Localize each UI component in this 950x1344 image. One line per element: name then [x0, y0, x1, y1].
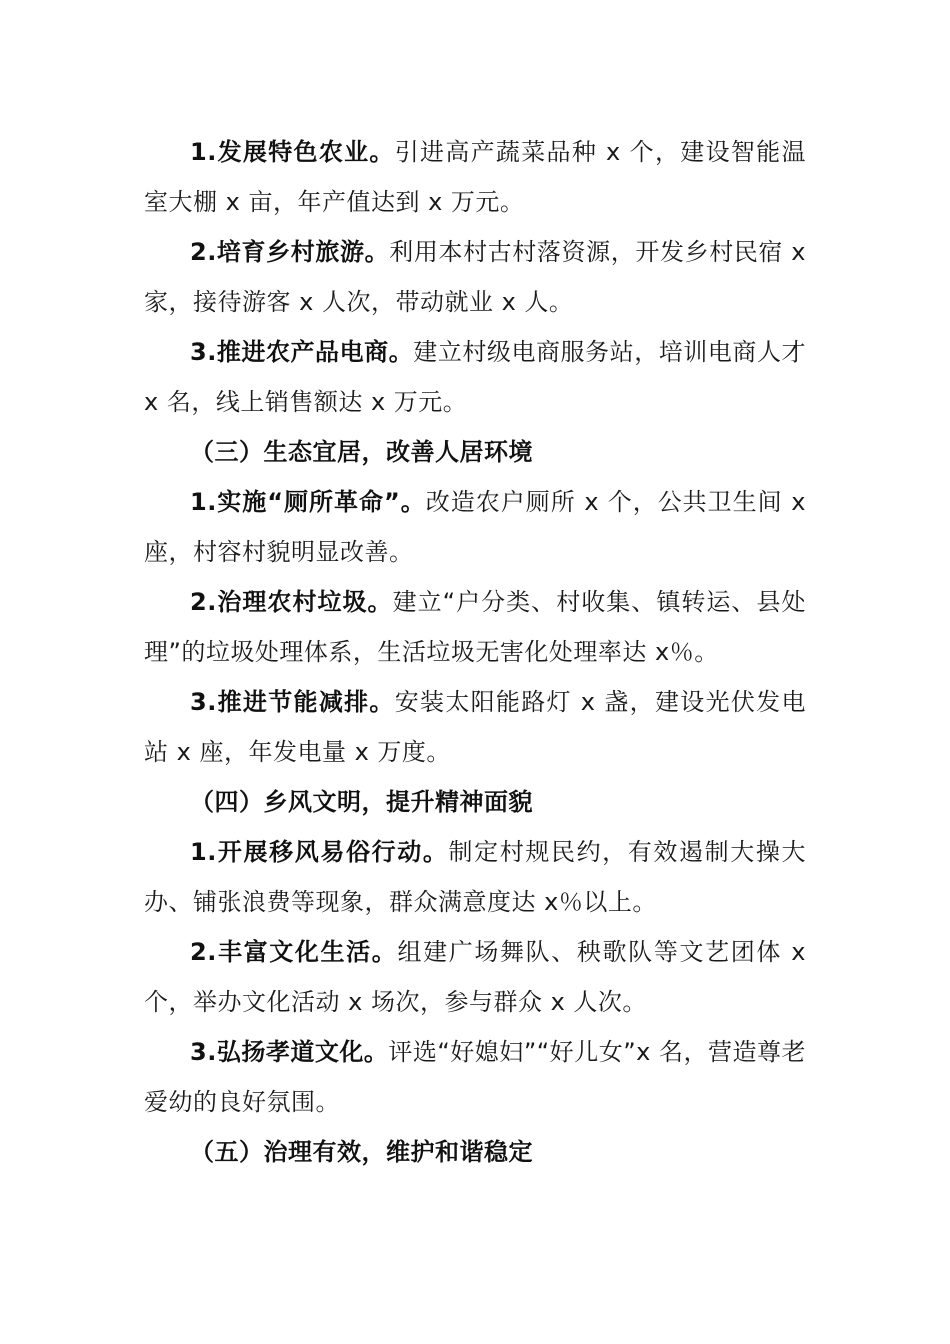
paragraph-toilet-revolution: [144, 477, 806, 577]
paragraph-lead: 2.培育乡村旅游。: [190, 238, 390, 266]
paragraph-cultural-life: [144, 927, 806, 1027]
paragraph-text: 建立“户分类、村收集、镇转运、县处理”的垃圾处理体系，生活垃圾无害化处理率达 x％。: [144, 588, 806, 666]
paragraph-text: 建立村级电商服务站，培训电商人才 x 名，线上销售额达 x 万元。: [144, 338, 806, 416]
paragraph-text: 组建广场舞队、秧歌队等文艺团体 x 个，举办文化活动 x 场次，参与群众 x 人次。: [144, 938, 806, 1016]
paragraph-text: 改造农户厕所 x 个，公共卫生间 x 座，村容村貌明显改善。: [144, 488, 806, 566]
paragraph-text: 引进高产蔬菜品种 x 个，建设智能温室大棚 x 亩，年产值达到 x 万元。: [144, 138, 806, 216]
paragraph-lead: 3.推进节能减排。: [190, 688, 395, 716]
paragraph-customs-reform: [144, 827, 806, 927]
section-heading-ecology: （三）生态宜居，改善人居环境: [190, 438, 533, 466]
paragraph-garbage: [144, 577, 806, 677]
paragraph-rural-tourism: [144, 227, 806, 327]
paragraph-filial-piety: [144, 1027, 806, 1127]
section-heading-civility: （四）乡风文明，提升精神面貌: [190, 788, 533, 816]
paragraph-lead: 3.弘扬孝道文化。: [190, 1038, 389, 1066]
paragraph-ecommerce: [144, 327, 806, 427]
paragraph-lead: 1.开展移风易俗行动。: [190, 838, 449, 866]
paragraph-lead: 2.治理农村垃圾。: [190, 588, 393, 616]
paragraph-lead: 1.发展特色农业。: [190, 138, 395, 166]
document-body: [144, 127, 806, 1177]
paragraph-text: 利用本村古村落资源，开发乡村民宿 x 家，接待游客 x 人次，带动就业 x 人。: [144, 238, 806, 316]
paragraph-lead: 3.推进农产品电商。: [190, 338, 414, 366]
paragraph-text: 制定村规民约，有效遏制大操大办、铺张浪费等现象，群众满意度达 x％以上。: [144, 838, 806, 916]
paragraph-text: 评选“好媳妇”“好儿女”x 名，营造尊老爱幼的良好氛围。: [144, 1038, 806, 1116]
paragraph-develop-agriculture: [144, 127, 806, 227]
paragraph-energy-saving: [144, 677, 806, 777]
paragraph-lead: 1.实施“厕所革命”。: [190, 488, 426, 516]
paragraph-text: 安装太阳能路灯 x 盏，建设光伏发电站 x 座，年发电量 x 万度。: [144, 688, 806, 766]
paragraph-lead: 2.丰富文化生活。: [190, 938, 398, 966]
section-heading-governance: （五）治理有效，维护和谐稳定: [190, 1138, 533, 1166]
